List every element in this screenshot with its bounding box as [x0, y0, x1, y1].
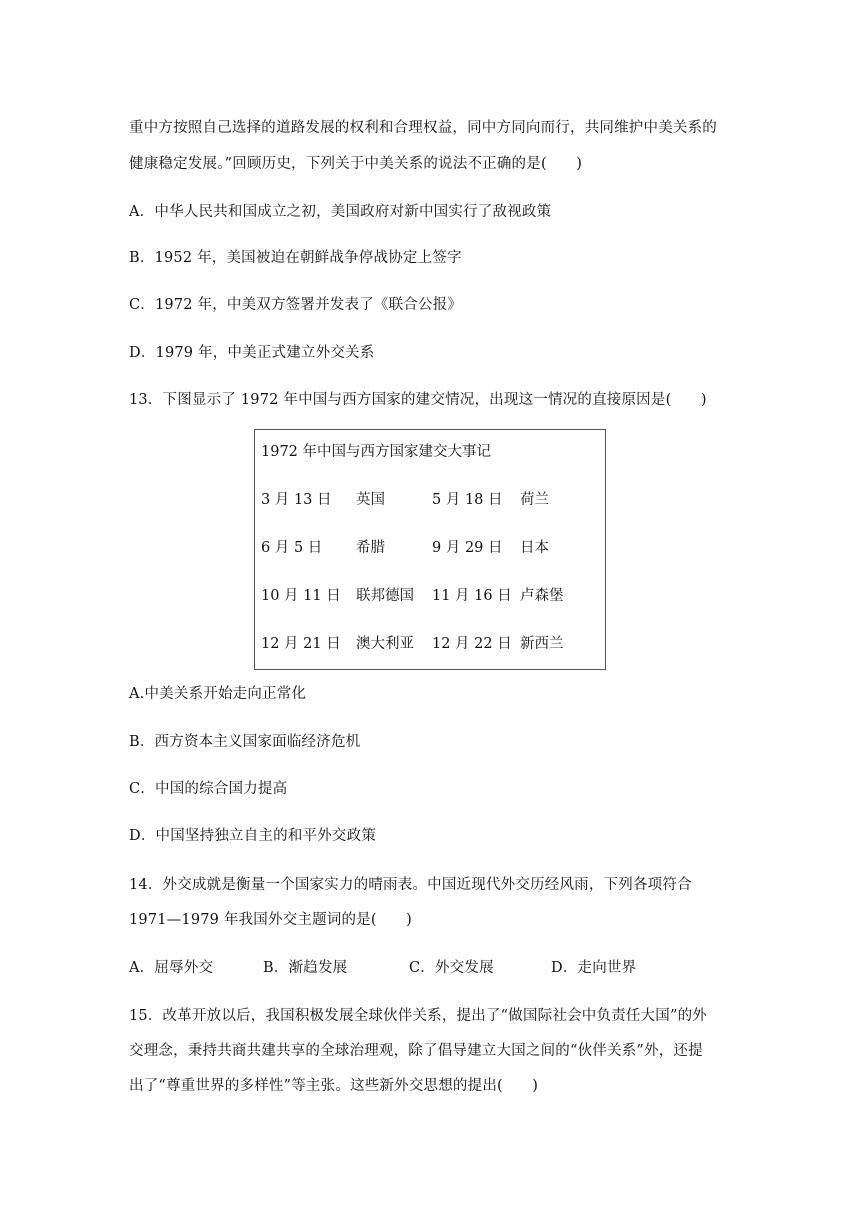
q12-stem-line-1: 重中方按照自己选择的道路发展的权利和合理权益，同中方同向而行，共同维护中美关系的 [129, 120, 717, 136]
q13-option-d: D．中国坚持独立自主的和平外交政策 [129, 828, 377, 844]
q14-option-b: B．渐趋发展 [263, 960, 348, 976]
q12-option-b: B．1952 年，美国被迫在朝鲜战争停战协定上签字 [129, 250, 462, 266]
q14-stem-line-1: 14．外交成就是衡量一个国家实力的晴雨表。中国近现代外交历经风雨，下列各项符合 [129, 877, 692, 893]
q12-option-c: C．1972 年，中美双方签署并发表了《联合公报》 [129, 297, 463, 313]
table-cell-date: 11 月 16 日 [432, 588, 512, 604]
q13-stem: 13．下图显示了 1972 年中国与西方国家的建交情况，出现这一情况的直接原因是( ) [129, 392, 707, 408]
table-cell-country: 澳大利亚 [356, 636, 414, 652]
q12-option-d: D．1979 年，中美正式建立外交关系 [129, 345, 375, 361]
table-cell-date: 9 月 29 日 [432, 540, 503, 556]
table-cell-country: 荷兰 [520, 492, 549, 508]
table-cell-date: 12 月 22 日 [432, 636, 512, 652]
table-cell-date: 5 月 18 日 [432, 492, 503, 508]
q14-options [129, 956, 636, 977]
q14-option-c: C．外交发展 [409, 960, 494, 976]
q12-option-a: A．中华人民共和国成立之初，美国政府对新中国实行了敌视政策 [129, 204, 552, 220]
table-cell-country: 日本 [520, 540, 549, 556]
q13-option-c: C．中国的综合国力提高 [129, 781, 288, 797]
q13-option-a: A.中美关系开始走向正常化 [129, 686, 307, 702]
q14-option-d: D．走向世界 [551, 960, 637, 976]
q15-stem-line-3: 出了“尊重世界的多样性”等主张。这些新外交思想的提出( ) [129, 1078, 539, 1094]
q14-stem-line-2: 1971—1979 年我国外交主题词的是( ) [129, 912, 413, 928]
diplomatic-events-table [254, 429, 606, 670]
table-cell-date: 6 月 5 日 [261, 540, 323, 556]
table-cell-country: 卢森堡 [520, 588, 564, 604]
table-cell-date: 12 月 21 日 [261, 636, 341, 652]
q15-stem-line-2: 交理念，秉持共商共建共享的全球治理观，除了倡导建立大国之间的“伙伴关系”外，还提 [129, 1043, 703, 1059]
q15-stem-line-1: 15．改革开放以后，我国积极发展全球伙伴关系，提出了“做国际社会中负责任大国”的外 [129, 1008, 707, 1024]
table-cell-country: 新西兰 [520, 636, 564, 652]
q12-stem-line-2: 健康稳定发展。”回顾历史，下列关于中美关系的说法不正确的是( ) [129, 156, 583, 172]
q13-option-b: B．西方资本主义国家面临经济危机 [129, 734, 361, 750]
table-cell-date: 10 月 11 日 [261, 588, 341, 604]
table-cell-country: 英国 [356, 492, 385, 508]
table-cell-date: 3 月 13 日 [261, 492, 332, 508]
table-cell-country: 联邦德国 [356, 588, 414, 604]
table-cell-country: 希腊 [356, 540, 385, 556]
table-title: 1972 年中国与西方国家建交大事记 [261, 444, 492, 460]
q14-option-a: A．屈辱外交 [129, 960, 214, 976]
